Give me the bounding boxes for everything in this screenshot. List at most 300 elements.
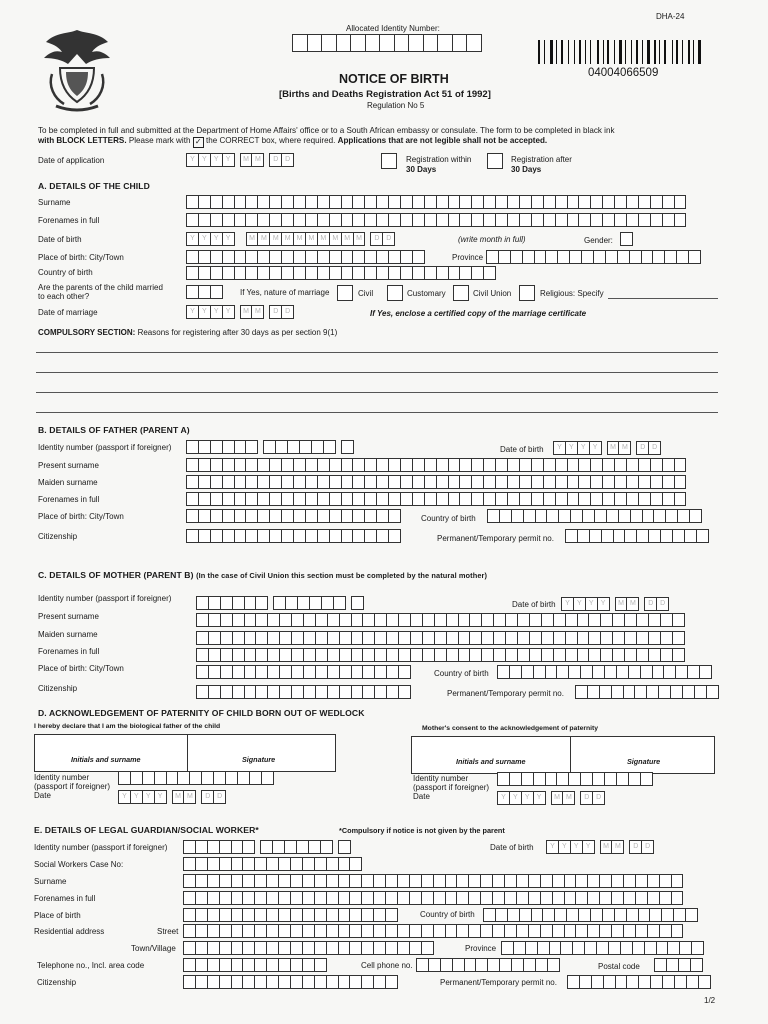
- father-initials-field[interactable]: [36, 736, 184, 770]
- date-hint: M: [618, 600, 624, 607]
- reasons-line-2[interactable]: [36, 372, 718, 373]
- barcode-bar: [593, 40, 596, 64]
- char-box[interactable]: [698, 975, 711, 989]
- barcode-bar: [556, 40, 557, 64]
- date-hint: Y: [213, 235, 219, 242]
- mother-country-label: Country of birth: [434, 669, 489, 678]
- date-char-box[interactable]: [382, 232, 395, 246]
- date-hint: Y: [588, 600, 594, 607]
- father-citizenship-label: Citizenship: [38, 532, 78, 541]
- parents-married-label-1: Are the parents of the child married: [38, 283, 163, 292]
- civil-union-label: Civil Union: [473, 289, 512, 298]
- nature-of-marriage-label: If Yes, nature of marriage: [240, 288, 330, 297]
- town-boxes[interactable]: [183, 941, 434, 955]
- char-box[interactable]: [261, 771, 274, 785]
- religious-specify-line[interactable]: [608, 298, 718, 299]
- char-box[interactable]: [685, 908, 698, 922]
- instruction-line1: To be completed in full and submitted at the Department of Home Affairs' office or to a South African embassy or consulate. The form to be completed in black ink: [38, 126, 615, 135]
- char-box[interactable]: [320, 840, 333, 854]
- mother-country-boxes[interactable]: [497, 665, 712, 679]
- char-box[interactable]: [674, 475, 687, 489]
- date-char-box[interactable]: [183, 790, 196, 804]
- child-province-label: Province: [452, 253, 484, 262]
- date-char-box[interactable]: [154, 790, 167, 804]
- char-box[interactable]: [620, 232, 633, 246]
- guardian-id-boxes[interactable]: [183, 840, 351, 854]
- char-box[interactable]: [672, 613, 685, 627]
- date-hint: Y: [122, 793, 127, 800]
- date-hint: Y: [202, 156, 207, 163]
- guardian-surname-boxes[interactable]: [183, 874, 683, 888]
- barcode-bar: [680, 40, 681, 64]
- char-box[interactable]: [307, 34, 323, 52]
- date-char-box[interactable]: [222, 153, 235, 167]
- reasons-line-4[interactable]: [36, 412, 718, 413]
- char-box[interactable]: [388, 529, 401, 543]
- char-box[interactable]: [452, 34, 468, 52]
- correct-box: the CORRECT box, where required.: [205, 136, 336, 145]
- char-box[interactable]: [333, 596, 346, 610]
- compulsory-section-text: Reasons for registering after 30 days as per section 9(1): [137, 328, 338, 337]
- char-box[interactable]: [255, 596, 268, 610]
- barcode-bar: [657, 40, 658, 64]
- char-box[interactable]: [210, 285, 223, 299]
- char-box[interactable]: [674, 213, 687, 227]
- mother-signature-label: Signature: [627, 757, 661, 766]
- father-surname-boxes[interactable]: [186, 458, 686, 472]
- compulsory-section-bold: COMPULSORY SECTION:: [38, 328, 136, 337]
- mother-permit-label: Permanent/Temporary permit no.: [447, 689, 564, 698]
- date-hint: Y: [213, 156, 219, 163]
- mother-id-boxes[interactable]: [196, 596, 364, 610]
- char-box[interactable]: [365, 34, 381, 52]
- date-hint: D: [645, 843, 651, 850]
- barcode-bar: [672, 40, 673, 64]
- char-box[interactable]: [640, 772, 653, 786]
- char-box[interactable]: [379, 34, 395, 52]
- date-hint: M: [565, 794, 572, 801]
- father-forenames-boxes[interactable]: [186, 492, 686, 506]
- tick-icon: ✓: [193, 137, 204, 148]
- father-id-boxes[interactable]: [186, 440, 354, 454]
- date-of-marriage-label: Date of marriage: [38, 308, 98, 317]
- date-char-box[interactable]: [626, 597, 639, 611]
- char-box[interactable]: [672, 631, 685, 645]
- d-mother-id-label-1: Identity number: [413, 774, 469, 783]
- date-char-box[interactable]: [582, 840, 595, 854]
- date-char-box[interactable]: [281, 153, 294, 167]
- d-father-date-boxes[interactable]: [118, 790, 226, 804]
- date-hint: Y: [536, 794, 542, 801]
- char-box[interactable]: [423, 34, 439, 52]
- father-signature-field[interactable]: [188, 736, 334, 770]
- within-label-1: Registration within: [406, 155, 472, 164]
- date-hint: D: [596, 794, 602, 801]
- char-box[interactable]: [437, 34, 453, 52]
- barcode-bar: [662, 40, 663, 64]
- date-char-box[interactable]: [589, 441, 602, 455]
- guardian-id-label: Identity number (passport if foreigner): [34, 843, 168, 852]
- section-c-note: (In the case of Civil Union this section must be completed by the natural mother): [196, 571, 488, 580]
- date-hint: Y: [190, 156, 195, 163]
- barcode-bar: [647, 40, 650, 64]
- mother-surname-boxes[interactable]: [196, 613, 685, 627]
- char-box[interactable]: [351, 596, 364, 610]
- char-box[interactable]: [674, 458, 687, 472]
- char-box[interactable]: [292, 34, 308, 52]
- barcode-bar: [619, 40, 622, 64]
- date-char-box[interactable]: [618, 441, 631, 455]
- char-box[interactable]: [394, 34, 410, 52]
- guardian-country-label: Country of birth: [420, 910, 475, 919]
- date-hint: D: [285, 156, 291, 163]
- guardian-dob-label: Date of birth: [490, 843, 534, 852]
- date-hint: M: [356, 235, 362, 242]
- child-country-label: Country of birth: [38, 268, 93, 277]
- barcode-bar: [696, 40, 697, 64]
- date-hint: D: [652, 444, 658, 451]
- guardian-permit-label: Permanent/Temporary permit no.: [440, 978, 557, 987]
- date-char-box[interactable]: [281, 305, 294, 319]
- barcode-bar: [574, 40, 575, 64]
- child-surname-label: Surname: [38, 198, 71, 207]
- section-d-heading: D. ACKNOWLEDGEMENT OF PATERNITY OF CHILD BORN OUT OF WEDLOCK: [38, 708, 365, 718]
- char-box[interactable]: [688, 250, 701, 264]
- mother-signature-field[interactable]: [571, 738, 713, 772]
- case-no-boxes[interactable]: [183, 857, 362, 871]
- coat-of-arms-logo: [38, 24, 116, 114]
- after-label-2: 30 Days: [511, 165, 542, 174]
- customary-label: Customary: [407, 289, 446, 298]
- d-mother-id-boxes[interactable]: [497, 772, 653, 786]
- barcode-bar: [674, 40, 675, 64]
- char-box[interactable]: [689, 509, 702, 523]
- compulsory-section-label: [38, 328, 337, 338]
- child-province-boxes[interactable]: [486, 250, 701, 264]
- barcode-bar: [559, 40, 560, 64]
- mother-permit-boxes[interactable]: [575, 685, 719, 699]
- mother-dob-boxes[interactable]: [561, 597, 669, 611]
- barcode-bar: [611, 40, 613, 64]
- date-char-box[interactable]: [648, 441, 661, 455]
- date-char-box[interactable]: [533, 791, 546, 805]
- father-country-label: Country of birth: [421, 514, 476, 523]
- char-box[interactable]: [388, 509, 401, 523]
- form-subtitle: [Births and Deaths Registration Act 51 of 1992]: [279, 89, 491, 100]
- barcode-bar: [554, 40, 555, 64]
- date-char-box[interactable]: [222, 305, 235, 319]
- char-box[interactable]: [706, 685, 719, 699]
- barcode-bar: [698, 40, 701, 64]
- barcode-bar: [654, 40, 656, 64]
- barcode-bar: [600, 40, 601, 64]
- date-hint: Y: [501, 794, 506, 801]
- reasons-line-3[interactable]: [36, 392, 718, 393]
- father-permit-boxes[interactable]: [565, 529, 709, 543]
- child-surname-boxes[interactable]: [186, 195, 686, 209]
- date-hint: Y: [580, 444, 586, 451]
- barcode-bar: [639, 40, 641, 64]
- guardian-permit-boxes[interactable]: [567, 975, 711, 989]
- date-hint: M: [175, 793, 181, 800]
- char-box[interactable]: [412, 250, 425, 264]
- after-label-1: Registration after: [511, 155, 572, 164]
- civil-union-checkbox[interactable]: [453, 285, 469, 301]
- parents-married-boxes[interactable]: [186, 285, 223, 299]
- date-hint: D: [273, 308, 279, 315]
- registration-after-30-checkbox[interactable]: [487, 153, 503, 169]
- barcode-bar: [550, 40, 553, 64]
- father-id-label: Identity number (passport if foreigner): [38, 443, 172, 452]
- d-mother-id-label-2: (passport if foreigner): [413, 783, 490, 792]
- char-box[interactable]: [336, 34, 352, 52]
- date-hint: D: [648, 600, 654, 607]
- date-char-box[interactable]: [222, 232, 235, 246]
- guardian-country-boxes[interactable]: [483, 908, 698, 922]
- date-hint: M: [243, 156, 249, 163]
- char-box[interactable]: [699, 665, 712, 679]
- date-hint: D: [205, 793, 211, 800]
- child-place-of-birth-boxes[interactable]: [186, 250, 425, 264]
- application-date-boxes[interactable]: [186, 153, 294, 167]
- barcode-bar: [564, 40, 566, 64]
- date-hint: Y: [562, 843, 567, 850]
- father-place-boxes[interactable]: [186, 509, 401, 523]
- barcode-bar: [614, 40, 615, 64]
- date-char-box[interactable]: [611, 840, 624, 854]
- street-boxes[interactable]: [183, 924, 683, 938]
- father-signature-label: Signature: [242, 755, 276, 764]
- char-box[interactable]: [674, 195, 687, 209]
- char-box[interactable]: [691, 941, 704, 955]
- date-hint: M: [610, 444, 616, 451]
- d-father-id-label-2: (passport if foreigner): [34, 782, 111, 791]
- guardian-forenames-boxes[interactable]: [183, 891, 683, 905]
- marriage-date-boxes[interactable]: [186, 305, 294, 319]
- within-label-2: 30 Days: [406, 165, 437, 174]
- barcode-bar: [607, 40, 609, 64]
- guardian-citizenship-label: Citizenship: [37, 978, 77, 987]
- char-box[interactable]: [398, 665, 411, 679]
- father-maiden-boxes[interactable]: [186, 475, 686, 489]
- d-father-date-label: Date: [34, 791, 51, 800]
- date-hint: Y: [557, 444, 562, 451]
- barcode-bar: [623, 40, 624, 64]
- mother-place-label: Place of birth: City/Town: [38, 664, 124, 673]
- date-hint: D: [285, 308, 291, 315]
- reasons-line-1[interactable]: [36, 352, 718, 353]
- barcode-bar: [631, 40, 632, 64]
- barcode-bar: [546, 40, 548, 64]
- date-hint: Y: [134, 793, 139, 800]
- barcode-bar: [691, 40, 692, 64]
- char-box[interactable]: [385, 908, 398, 922]
- father-forenames-label: Forenames in full: [38, 495, 100, 504]
- date-char-box[interactable]: [656, 597, 669, 611]
- child-forenames-boxes[interactable]: [186, 213, 686, 227]
- mother-forenames-boxes[interactable]: [196, 648, 685, 662]
- char-box[interactable]: [242, 840, 255, 854]
- guardian-dob-boxes[interactable]: [546, 840, 654, 854]
- mother-citizenship-boxes[interactable]: [196, 685, 411, 699]
- date-of-application-label: Date of application: [38, 156, 105, 165]
- guardian-province-label: Province: [465, 944, 497, 953]
- date-char-box[interactable]: [213, 790, 226, 804]
- date-hint: M: [260, 235, 267, 242]
- barcode-bar: [628, 40, 630, 64]
- section-e-heading: E. DETAILS OF LEGAL GUARDIAN/SOCIAL WORKER*: [34, 825, 259, 835]
- date-char-box[interactable]: [592, 791, 605, 805]
- section-b-heading: B. DETAILS OF FATHER (PARENT A): [38, 425, 190, 435]
- char-box[interactable]: [321, 34, 337, 52]
- char-box[interactable]: [483, 266, 496, 280]
- date-char-box[interactable]: [251, 153, 264, 167]
- date-char-box[interactable]: [562, 791, 575, 805]
- char-box[interactable]: [466, 34, 482, 52]
- telephone-boxes[interactable]: [183, 958, 327, 972]
- legible-warning: Applications that are not legible shall not be accepted.: [337, 136, 548, 145]
- barcode-bar: [597, 40, 599, 64]
- date-hint: D: [584, 794, 590, 801]
- date-hint: Y: [225, 156, 231, 163]
- mother-consent-label: Mother's consent to the acknowledgement of paternity: [422, 725, 599, 732]
- gender-box[interactable]: [620, 232, 633, 246]
- barcode-bar: [636, 40, 638, 64]
- char-box[interactable]: [421, 941, 434, 955]
- char-box[interactable]: [323, 440, 336, 454]
- date-hint: M: [320, 235, 327, 242]
- char-box[interactable]: [338, 840, 351, 854]
- father-initials-label: Initials and surname: [71, 755, 141, 764]
- instruction-line2: [38, 136, 547, 148]
- write-month-hint: (write month in full): [458, 235, 526, 244]
- barcode-bar: [603, 40, 604, 64]
- mother-surname-label: Present surname: [38, 612, 99, 621]
- postal-code-label: Postal code: [598, 962, 640, 971]
- mother-forenames-label: Forenames in full: [38, 647, 100, 656]
- guardian-province-boxes[interactable]: [501, 941, 704, 955]
- date-char-box[interactable]: [597, 597, 610, 611]
- barcode-bar: [645, 40, 646, 64]
- date-hint: Y: [524, 794, 530, 801]
- date-hint: Y: [157, 793, 163, 800]
- char-box[interactable]: [547, 958, 560, 972]
- barcode-bar: [568, 40, 569, 64]
- date-hint: D: [660, 600, 666, 607]
- date-hint: D: [217, 793, 223, 800]
- char-box[interactable]: [674, 492, 687, 506]
- father-country-boxes[interactable]: [487, 509, 702, 523]
- mother-initials-label: Initials and surname: [456, 757, 526, 766]
- char-box[interactable]: [671, 874, 684, 888]
- date-char-box[interactable]: [641, 840, 654, 854]
- barcode-bar: [667, 40, 670, 64]
- postal-code-boxes[interactable]: [654, 958, 703, 972]
- mother-dob-label: Date of birth: [512, 600, 556, 609]
- father-dob-boxes[interactable]: [553, 441, 661, 455]
- mark-with: Please mark with: [128, 136, 191, 145]
- mother-place-boxes[interactable]: [196, 665, 411, 679]
- date-hint: M: [243, 308, 249, 315]
- char-box[interactable]: [671, 924, 684, 938]
- parents-married-label-2: to each other?: [38, 292, 90, 301]
- certified-copy-note: If Yes, enclose a certified copy of the marriage certificate: [370, 309, 587, 318]
- char-box[interactable]: [408, 34, 424, 52]
- guardian-citizenship-boxes[interactable]: [183, 975, 398, 989]
- barcode-bar: [625, 40, 626, 64]
- barcode-bar: [684, 40, 686, 64]
- date-char-box[interactable]: [251, 305, 264, 319]
- barcode-bar: [642, 40, 643, 64]
- date-hint: M: [186, 793, 193, 800]
- civil-checkbox[interactable]: [337, 285, 353, 301]
- char-box[interactable]: [349, 857, 362, 871]
- date-hint: Y: [202, 235, 207, 242]
- char-box[interactable]: [398, 685, 411, 699]
- char-box[interactable]: [385, 975, 398, 989]
- char-box[interactable]: [350, 34, 366, 52]
- char-box[interactable]: [690, 958, 703, 972]
- d-father-id-boxes[interactable]: [118, 771, 274, 785]
- barcode-bar: [542, 40, 543, 64]
- father-place-label: Place of birth: City/Town: [38, 512, 124, 521]
- date-hint: Y: [190, 235, 195, 242]
- customary-checkbox[interactable]: [387, 285, 403, 301]
- char-box[interactable]: [341, 440, 354, 454]
- religious-checkbox[interactable]: [519, 285, 535, 301]
- father-maiden-label: Maiden surname: [38, 478, 98, 487]
- guardian-forenames-label: Forenames in full: [34, 894, 96, 903]
- date-char-box[interactable]: [353, 232, 366, 246]
- date-hint: M: [614, 843, 621, 850]
- allocated-id-boxes[interactable]: [292, 34, 482, 52]
- barcode: [538, 40, 712, 64]
- char-box[interactable]: [671, 891, 684, 905]
- char-box[interactable]: [314, 958, 327, 972]
- telephone-label: Telephone no., Incl. area code: [37, 961, 145, 970]
- guardian-place-boxes[interactable]: [183, 908, 398, 922]
- date-hint: D: [640, 444, 646, 451]
- child-dob-boxes[interactable]: [186, 232, 395, 246]
- mother-initials-field[interactable]: [413, 738, 567, 772]
- section-c-heading: [38, 570, 487, 580]
- d-mother-date-boxes[interactable]: [497, 791, 605, 805]
- barcode-bar: [633, 40, 634, 64]
- child-forenames-label: Forenames in full: [38, 216, 100, 225]
- date-hint: Y: [585, 843, 591, 850]
- father-citizenship-boxes[interactable]: [186, 529, 401, 543]
- date-hint: Y: [573, 843, 579, 850]
- date-hint: M: [621, 444, 628, 451]
- registration-within-30-checkbox[interactable]: [381, 153, 397, 169]
- barcode-bar: [590, 40, 591, 64]
- allocated-id-label: Allocated Identity Number:: [346, 24, 440, 33]
- date-hint: D: [633, 843, 639, 850]
- char-box[interactable]: [696, 529, 709, 543]
- father-surname-label: Present surname: [38, 461, 99, 470]
- child-country-boxes[interactable]: [186, 266, 496, 280]
- date-hint: M: [284, 235, 291, 242]
- cell-phone-boxes[interactable]: [416, 958, 560, 972]
- char-box[interactable]: [672, 648, 685, 662]
- mother-id-label: Identity number (passport if foreigner): [38, 594, 172, 603]
- char-box[interactable]: [245, 440, 258, 454]
- barcode-bar: [587, 40, 589, 64]
- mother-maiden-boxes[interactable]: [196, 631, 685, 645]
- date-hint: Y: [513, 794, 518, 801]
- barcode-bar: [682, 40, 683, 64]
- section-a-heading: A. DETAILS OF THE CHILD: [38, 181, 150, 191]
